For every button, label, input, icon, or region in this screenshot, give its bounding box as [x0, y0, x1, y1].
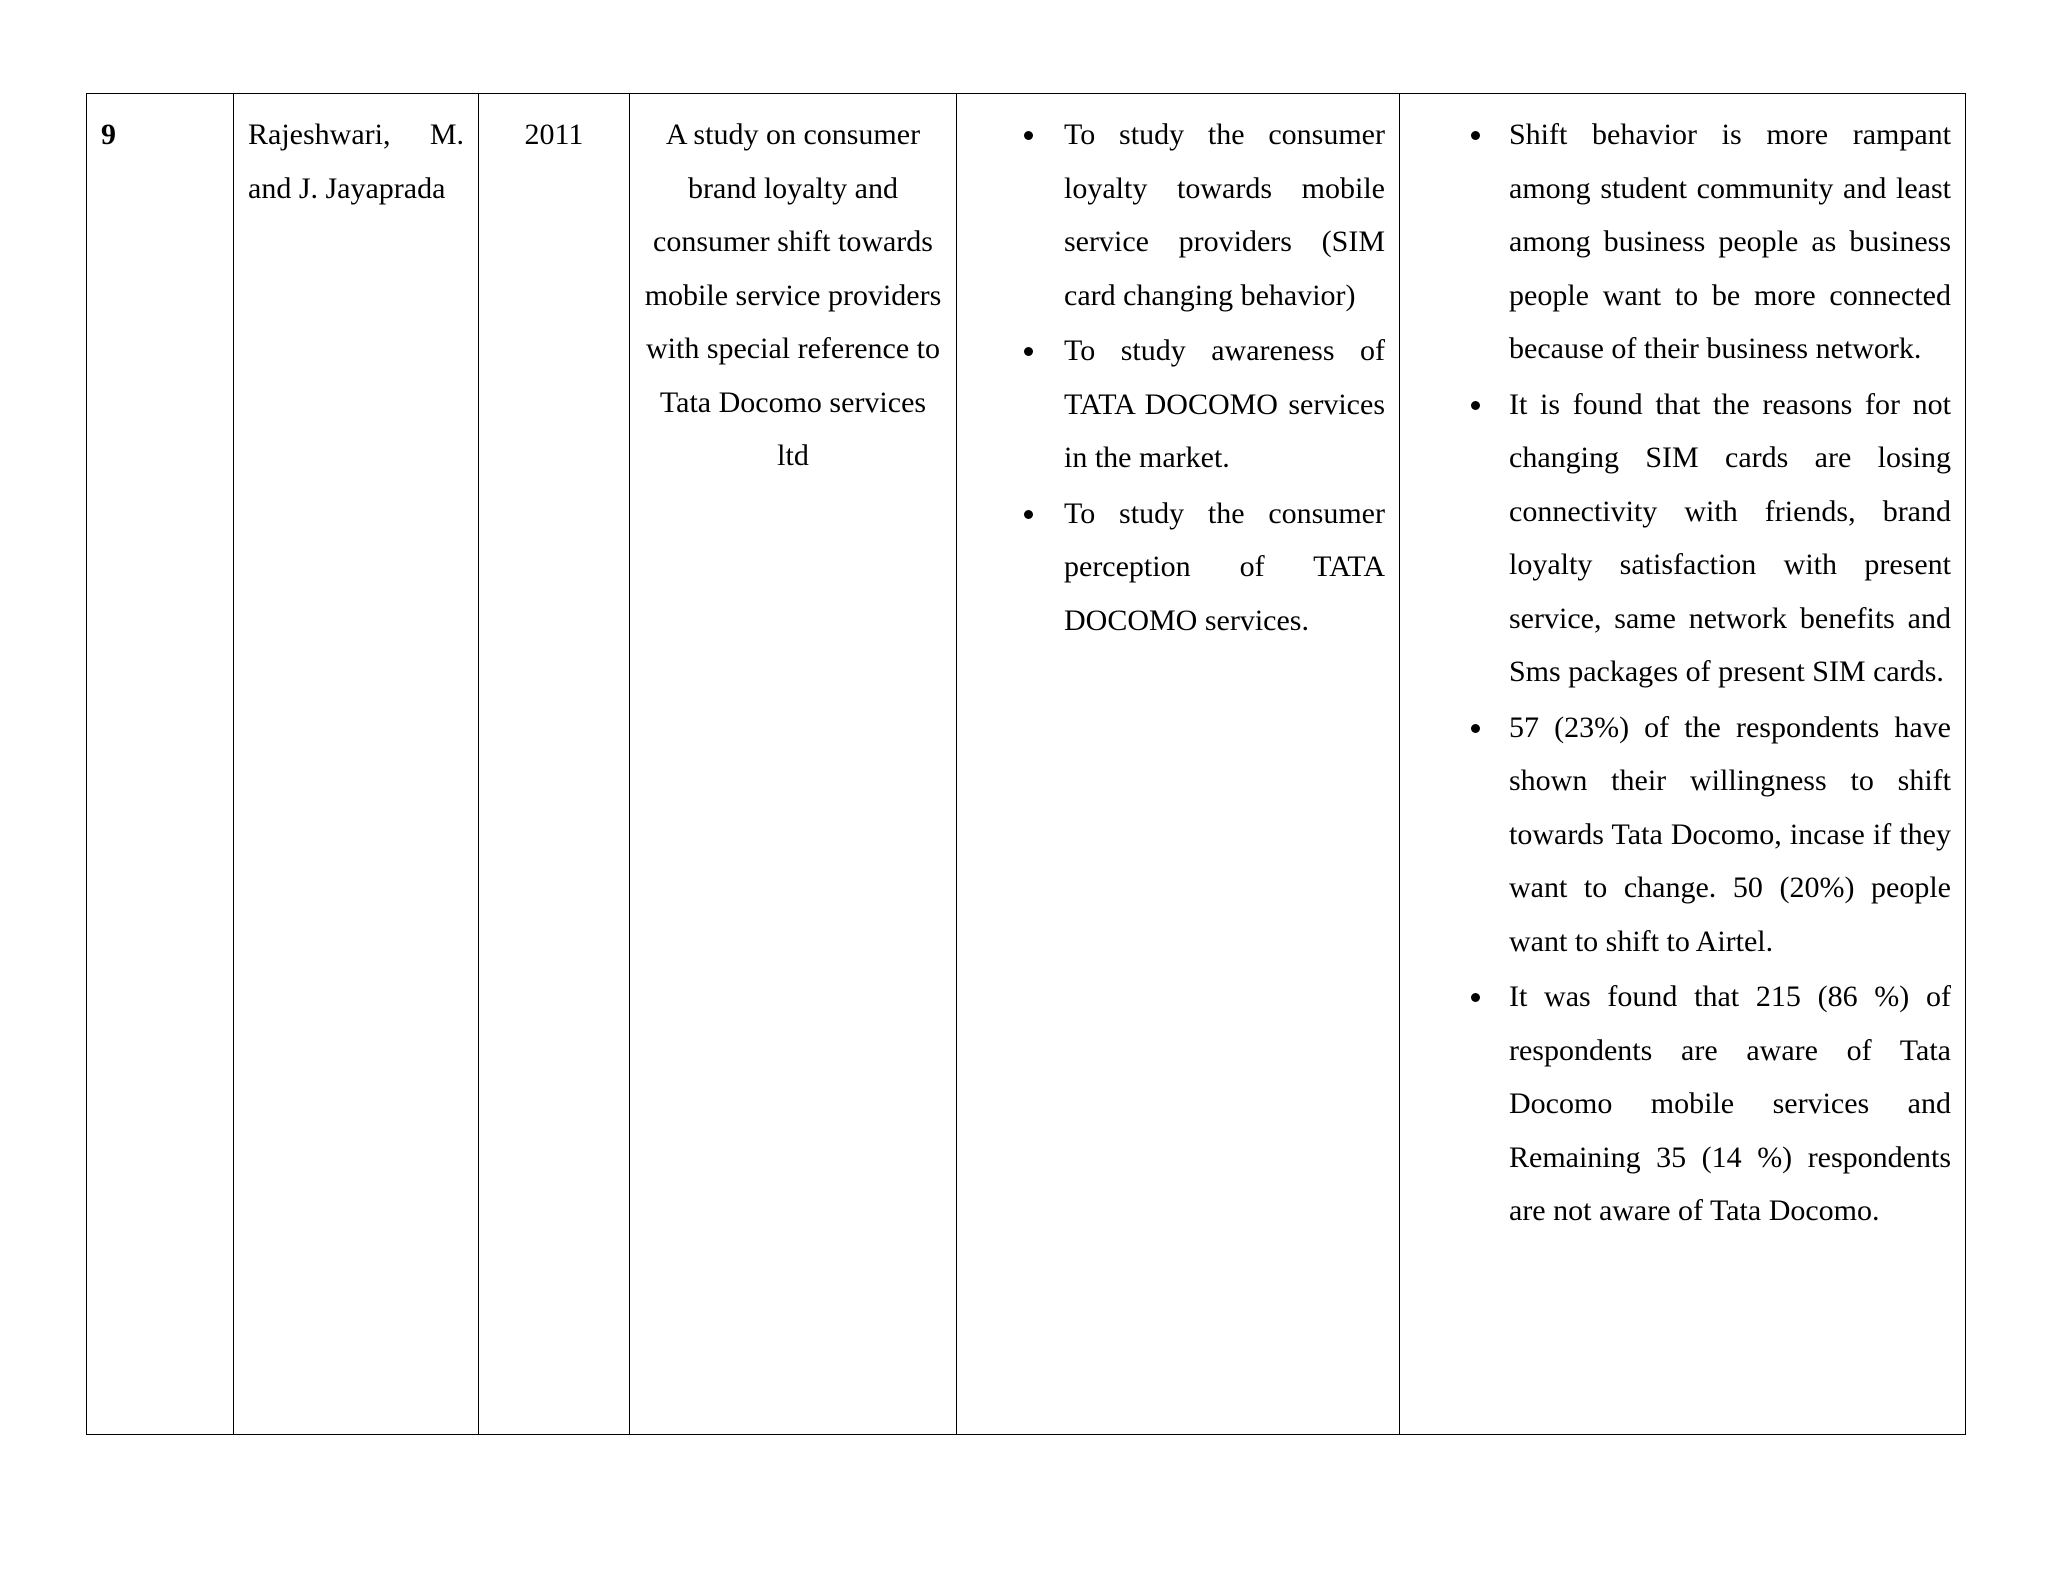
finding-text: 57 (23%) of the respondents have shown their willingness to shift towards Tata Docomo, incase if they want to change. 50 (20%) people want to shift to Airtel. [1509, 710, 1951, 958]
bullet-icon [1024, 131, 1033, 140]
list-item [971, 108, 1385, 322]
bullet-icon [1471, 724, 1480, 733]
bullet-icon [1471, 131, 1480, 140]
findings-list [1414, 108, 1951, 1238]
list-item [1414, 108, 1951, 376]
objective-text: To study the consumer loyalty towards mobile service providers (SIM card changing behavior) [1064, 118, 1385, 312]
findings-cell [1400, 94, 1966, 1435]
finding-text: It is found that the reasons for not changing SIM cards are losing connectivity with friends, brand loyalty satisfaction with present service, same network benefits and Sms packages of present SIM cards. [1509, 387, 1951, 688]
list-item [1414, 701, 1951, 969]
title-cell: A study on consumer brand loyalty and consumer shift towards mobile service providers with special reference to Tata Docomo services ltd [630, 94, 957, 1435]
objectives-cell [957, 94, 1400, 1435]
literature-review-table [86, 93, 1966, 1435]
bullet-icon [1024, 510, 1033, 519]
authors-cell: Rajeshwari, M. and J. Jayaprada [234, 94, 479, 1435]
objectives-list [971, 108, 1385, 647]
list-item [971, 487, 1385, 648]
finding-text: It was found that 215 (86 %) of respondents are aware of Tata Docomo mobile services and Remaining 35 (14 %) respondents are not aware of Tata Docomo. [1509, 980, 1951, 1227]
bullet-icon [1471, 401, 1480, 410]
bullet-icon [1471, 993, 1480, 1002]
bullet-icon [1024, 347, 1033, 356]
year-cell: 2011 [479, 94, 630, 1435]
list-item [971, 324, 1385, 485]
objective-text: To study the consumer perception of TATA DOCOMO services. [1064, 496, 1385, 637]
table-row [87, 94, 1966, 1435]
list-item [1414, 378, 1951, 699]
finding-text: Shift behavior is more rampant among student community and least among business people as business people want to be more connected because of their business network. [1509, 118, 1951, 365]
serial-number-cell: 9 [87, 94, 234, 1435]
list-item [1414, 970, 1951, 1238]
objective-text: To study awareness of TATA DOCOMO services in the market. [1064, 334, 1385, 474]
